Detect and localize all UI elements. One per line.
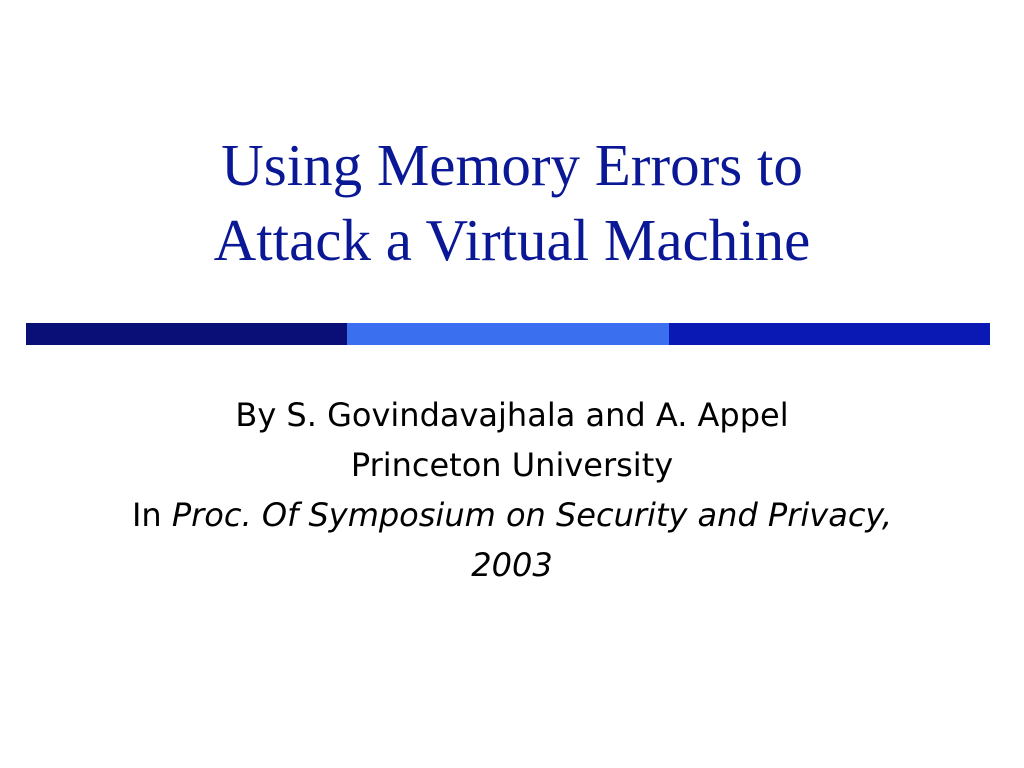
slide-subtitle [60,390,964,590]
divider-segment-light [347,323,668,345]
title-line-2: Attack a Virtual Machine [213,207,811,273]
authors-line: By S. Govindavajhala and A. Appel [235,396,789,434]
venue-prefix: In [131,496,172,534]
slide-title [60,128,964,278]
venue-title: Proc. Of Symposium on Security and Privacy, 2003 [171,496,893,584]
title-divider-bar [26,323,990,345]
divider-segment-mid [669,323,990,345]
divider-segment-dark [26,323,347,345]
venue-line [60,490,964,590]
affiliation-line: Princeton University [350,446,674,484]
venue-text [122,490,902,590]
title-line-1: Using Memory Errors to [221,132,803,198]
